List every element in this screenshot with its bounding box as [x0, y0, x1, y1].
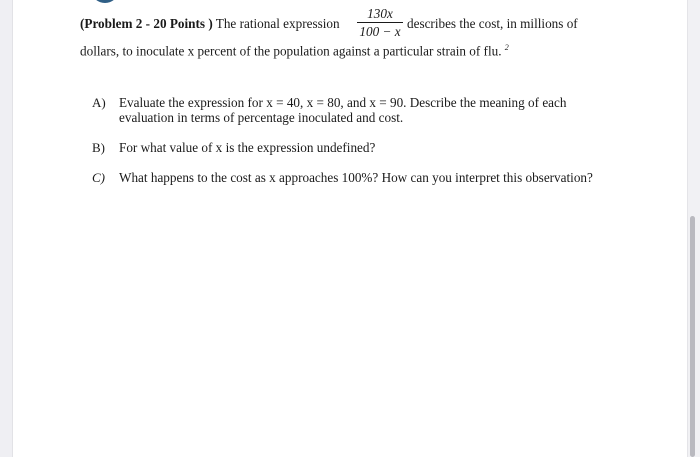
rational-expression — [357, 6, 403, 39]
left-panel-edge — [0, 0, 13, 457]
denominator: 100 − x — [359, 24, 401, 39]
numerator: 130x — [367, 6, 393, 21]
intro-before: The rational expression — [215, 16, 340, 31]
question-c-text: What happens to the cost as x approaches 100%? How can you interpret this observation? — [119, 170, 593, 185]
problem-intro — [80, 16, 340, 32]
scrollbar-thumb[interactable] — [690, 216, 695, 457]
problem-heading: (Problem 2 - 20 Points ) — [80, 16, 213, 31]
question-c-label: C) — [92, 170, 105, 185]
question-a-line1: Evaluate the expression for x = 40, x = 80, and x = 90. Describe the meaning of each — [119, 95, 567, 110]
footnote-marker: 2 — [504, 43, 509, 52]
question-a-label: A) — [92, 95, 106, 110]
intro-after: describes the cost, in millions of — [407, 16, 578, 31]
avatar-partial — [92, 0, 118, 3]
fraction-bar — [357, 22, 403, 23]
problem-line2-text: dollars, to inoculate x percent of the population against a particular strain of flu. — [80, 43, 502, 59]
question-a-line2: evaluation in terms of percentage inoculated and cost. — [119, 110, 404, 125]
question-b-text: For what value of x is the expression undefined? — [119, 140, 376, 155]
problem-line2 — [80, 40, 509, 59]
question-b-label: B) — [92, 140, 105, 155]
